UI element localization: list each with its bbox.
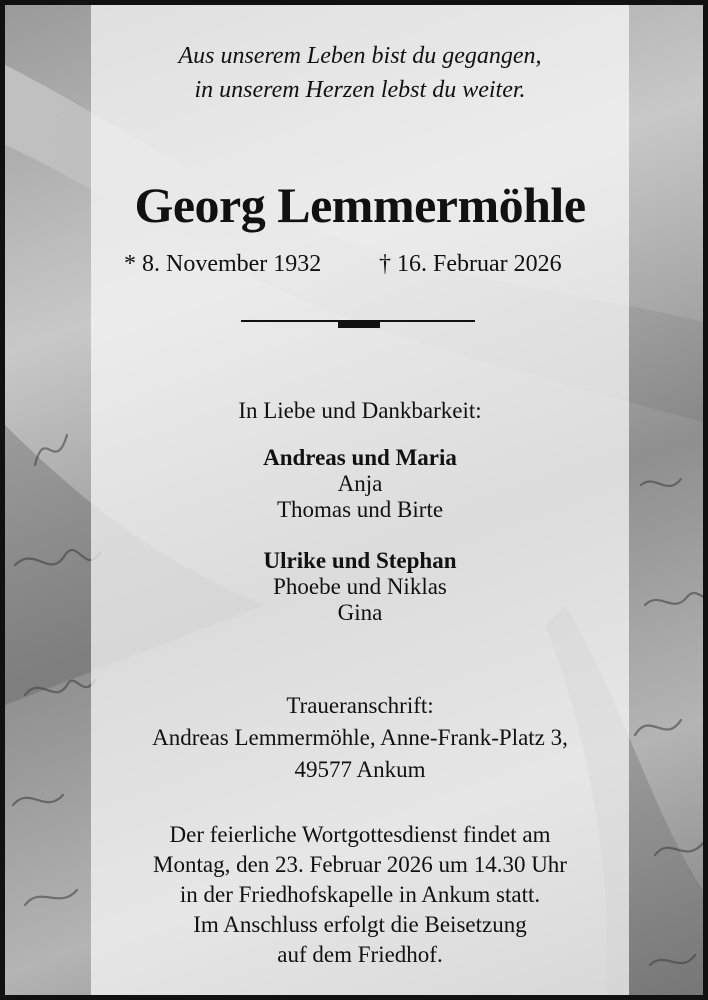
address-line: Andreas Lemmermöhle, Anne-Frank-Platz 3, — [152, 725, 568, 750]
family-group — [91, 445, 629, 523]
family-head: Andreas und Maria — [263, 445, 457, 470]
family-member: Anja — [337, 471, 383, 496]
address-label: Traueranschrift: — [286, 693, 434, 718]
family-group — [91, 548, 629, 626]
service-line: in der Friedhofskapelle in Ankum statt. — [179, 882, 541, 907]
deceased-name: Georg Lemmermöhle — [134, 177, 586, 233]
motto-line: in unserem Herzen lebst du weiter. — [194, 77, 526, 103]
divider-accent — [338, 322, 380, 328]
birth-date: * 8. November 1932 — [124, 251, 322, 277]
service-line: Montag, den 23. Februar 2026 um 14.30 Uhr — [153, 852, 567, 877]
notice-content — [91, 5, 629, 1000]
address-line: 49577 Ankum — [294, 757, 426, 782]
family-member: Thomas und Birte — [276, 497, 444, 522]
motto-line: Aus unserem Leben bist du gegangen, — [178, 43, 542, 69]
service-announcement — [91, 820, 629, 970]
motto-verse — [91, 39, 629, 107]
service-line: auf dem Friedhof. — [277, 942, 443, 967]
service-line: Der feierliche Wortgottesdienst findet am — [169, 822, 551, 847]
mourning-address — [91, 690, 629, 786]
family-member: Gina — [337, 600, 383, 625]
service-line: Im Anschluss erfolgt die Beisetzung — [193, 912, 527, 937]
family-member: Phoebe und Niklas — [273, 574, 447, 599]
death-date: † 16. Februar 2026 — [379, 251, 562, 277]
mourners-intro: In Liebe und Dankbarkeit: — [238, 398, 482, 423]
family-head: Ulrike und Stephan — [263, 548, 457, 573]
